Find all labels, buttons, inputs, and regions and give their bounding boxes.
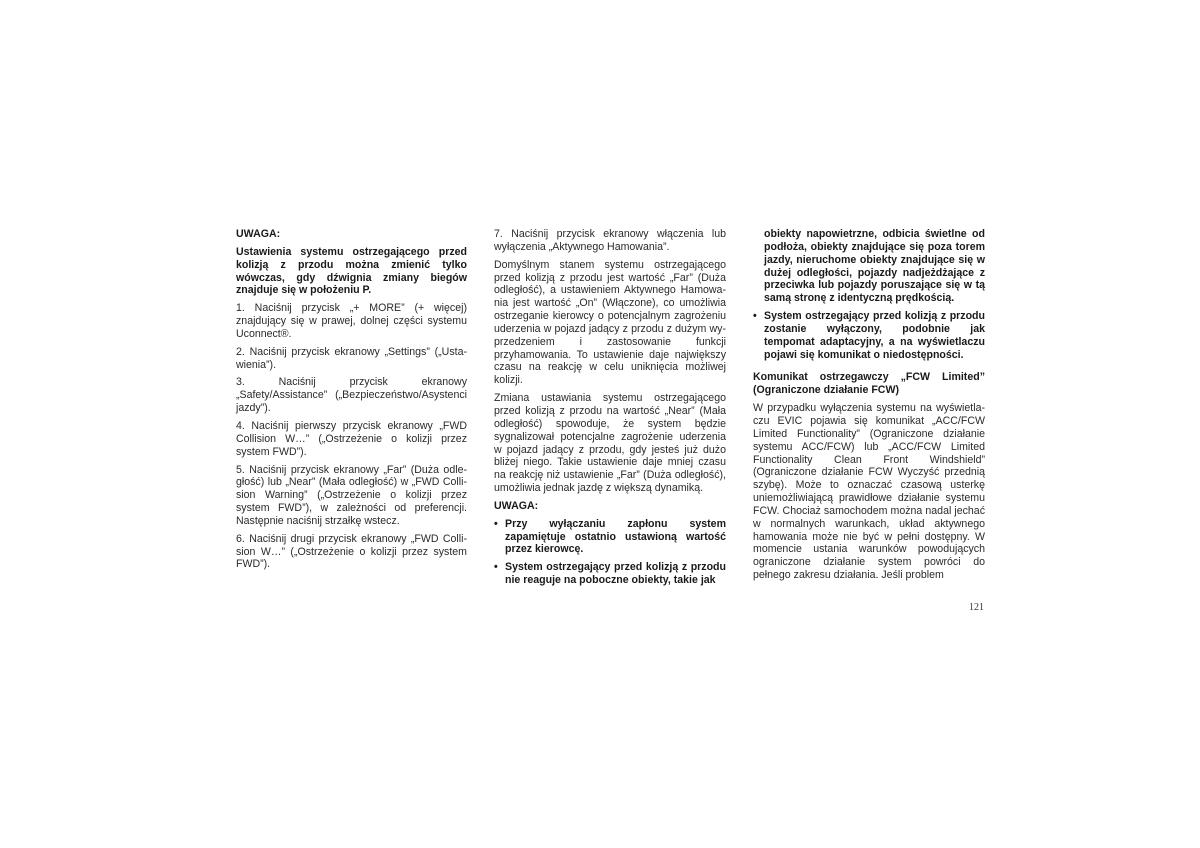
text-column-middle: [494, 228, 726, 592]
text-column-right: [753, 228, 985, 587]
note-heading: UWAGA:: [236, 228, 281, 240]
step-4: 4. Naciśnij pierwszy przycisk ekranowy „FWD Collision W…” („Ostrzeżenie o kolizji przez system FWD”).: [236, 419, 467, 458]
paragraph-near-setting: Zmiana ustawiania systemu ostrzegającego przed kolizją z przodu na wartość „Near” (Mała odległość) spowoduje, że system będzie sygnalizował potencjalne zagrożenie uderzenia w pojazd jadący z przodu, gdy jesteś już dużo bliżej niego. Takie ustawienie daje mniej czasu na reakcję niż ustawienie „Far” (Duża odległość), umożliwia jednak jazdę z większą dynamiką.: [494, 392, 726, 495]
step-6: 6. Naciśnij drugi przycisk ekranowy „FWD Collision W…” („Ostrzeżenie o kolizji przez system FWD”).: [236, 532, 467, 571]
step-1: 1. Naciśnij przycisk „+ MORE” (+ więcej) znajdujący się w prawej, dolnej części systemu Uconnect®.: [236, 302, 467, 340]
note-bullet-continuation: obiekty napowietrzne, odbicia świetlne od podłoża, obiekty znajdujące się poza torem jazdy, nieruchome obiekty znajdujące się w dużej odległości, pojazdy nadjeżdżające z przeciwka lub pojazdy poruszające się w tą samą stronę z identyczną prędkością.: [764, 228, 985, 305]
step-5: 5. Naciśnij przycisk ekranowy „Far” (Duża odległość) lub „Near” (Mała odległość) w „FWD Collision Warning” („Ostrzeżenie o kolizji przez system FWD”), w zależności od preferencji. Następnie naciśnij strzałkę wstecz.: [236, 463, 467, 527]
section-title: Komunikat ostrzegawczy „FCW Limited” (Ograniczone działanie FCW): [753, 371, 985, 397]
note-bullet: • System ostrzegający przed kolizją z przodu zostanie wyłączony, podobnie jak tempomat adaptacyjny, a na wyświetlaczu pojawi się komunikat o niedostępności.: [753, 310, 985, 361]
note-bullet-list: [494, 518, 726, 587]
note-bullet-list: [753, 310, 985, 361]
page-number: 121: [969, 602, 984, 613]
section-paragraph: W przypadku wyłączenia systemu na wyświetlaczu EVIC pojawia się komunikat „ACC/FCW Limited Functionality” (Ograniczone działanie systemu ACC/FCW) lub „ACC/FCW Limited Functionality Clean Front Windshield” (Ograniczone działanie FCW Wyczyść przednią szybę). Może to oznaczać czasową usterkę uniemożliwiającą prawidłowe działanie systemu FCW. Chociaż samochodem można nadal jechać w normalnych warunkach, układ aktywnego hamowania może nie być w pełni dostępny. W momencie ustania warunków powodujących ograniczone działanie system powróci do pełnego zakresu działania. Jeśli problem: [753, 402, 985, 582]
step-2: 2. Naciśnij przycisk ekranowy „Settings” („Ustawienia”).: [236, 345, 467, 371]
note-text: Ustawienia systemu ostrzegającego przed kolizją z przodu można zmienić tylko wówczas, gdy dźwignia zmiany biegów znajduje się w położeniu P.: [236, 245, 467, 297]
paragraph-default-setting: Domyślnym stanem systemu ostrzegającego przed kolizją z przodu jest wartość „Far” (Duża odległość), a ustawieniem Aktywnego Hamowania jest wartość „On” (Włączone), co umożliwia ostrzeganie kierowcy o potencjalnym zagrożeniu uderzenia w pojazd jadący z przodu z dużym wyprzedzeniem i zastosowanie funkcji przyhamowania. To ustawienie daje największy czasu na reakcję w celu uniknięcia możliwej kolizji.: [494, 258, 726, 387]
note-bullet: • System ostrzegający przed kolizją z przodu nie reaguje na poboczne obiekty, takie jak: [494, 561, 726, 587]
step-3: 3. Naciśnij przycisk ekranowy „Safety/Assistance” („Bezpieczeństwo/Asystenci jazdy”).: [236, 376, 467, 415]
note-heading: UWAGA:: [494, 499, 539, 512]
text-column-left: [236, 228, 467, 576]
step-7: 7. Naciśnij przycisk ekranowy włączenia lub wyłączenia „Aktywnego Hamowania”.: [494, 228, 726, 253]
note-bullet: • Przy wyłączaniu zapłonu system zapamiętuje ostatnio ustawioną wartość przez kierowcę.: [494, 518, 726, 557]
